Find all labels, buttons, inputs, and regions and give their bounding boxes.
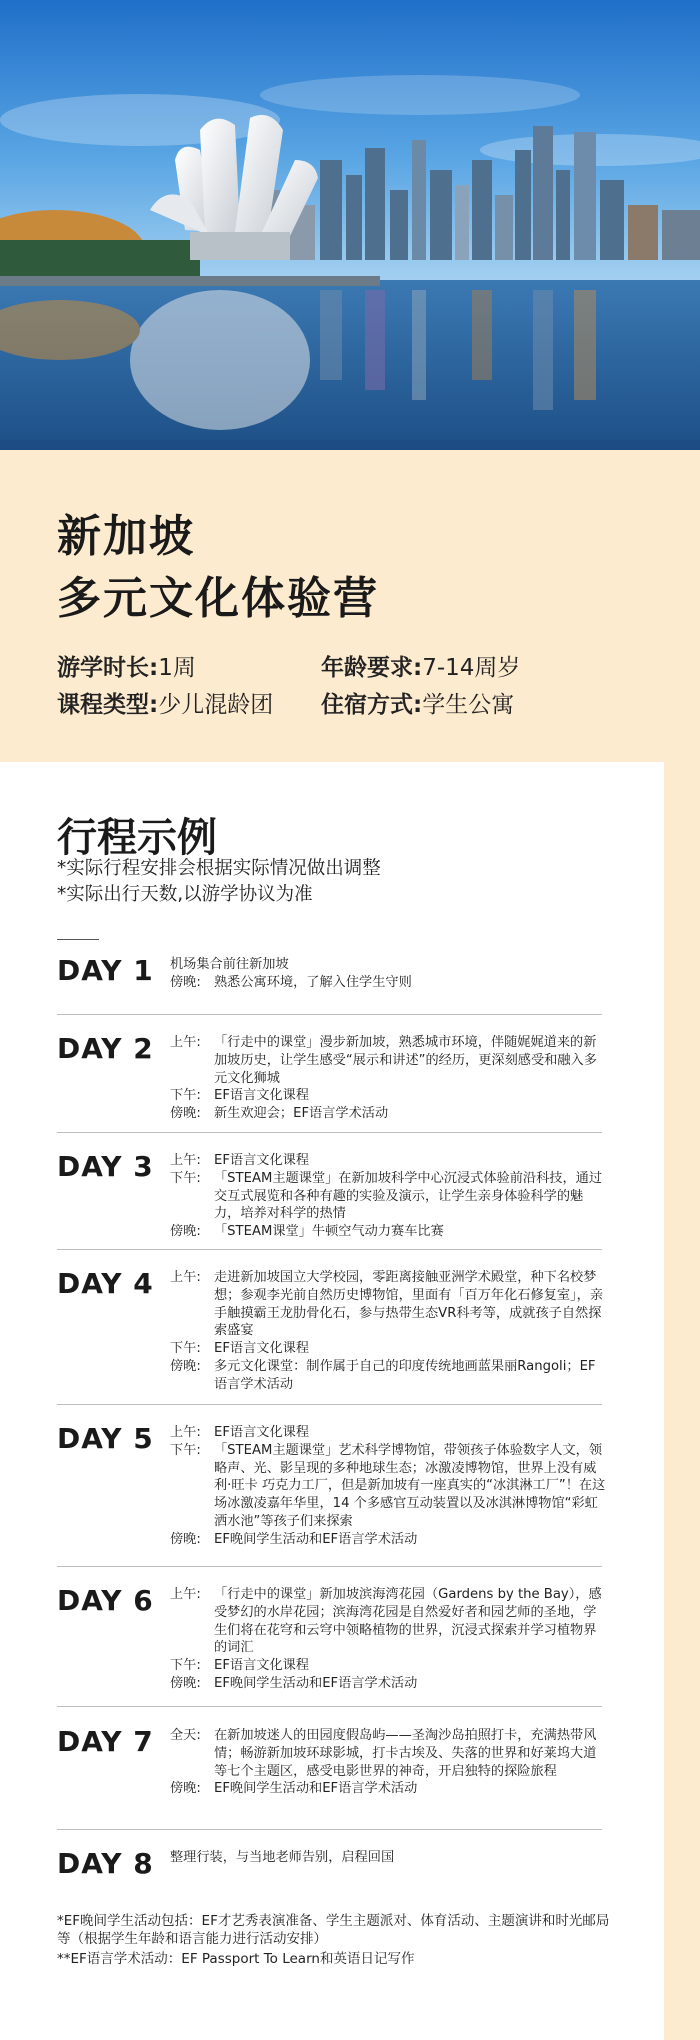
day-divider (57, 1566, 602, 1567)
day-divider (57, 1014, 602, 1015)
day-label: DAY 5 (57, 1422, 154, 1455)
schedule-line (170, 1152, 606, 1170)
activity-text: EF晚间学生活动和EF语言学术活动 (214, 1675, 418, 1691)
day-divider (57, 1132, 602, 1133)
activity-text: 「行走中的课堂」漫步新加坡，熟悉城市环境，伴随娓娓道来的新加坡历史，让学生感受“展示和讲述”的经历，更深刻感受和融入多元文化狮城 (214, 1035, 597, 1086)
activity-text: 在新加坡迷人的田园度假岛屿——圣淘沙岛拍照打卡，充满热带风情；畅游新加坡环球影城，打卡古埃及、失落的世界和好莱坞大道等七个主题区，感受电影世界的神奇，开启独特的探险旅程 (214, 1728, 597, 1779)
schedule-line (170, 1223, 606, 1241)
time-of-day-label: 傍晚: (170, 1781, 201, 1797)
schedule-line (170, 974, 606, 992)
schedule-line (170, 1586, 606, 1657)
schedule-line (170, 1780, 606, 1798)
day-schedule (170, 1152, 606, 1241)
day-label: DAY 3 (57, 1150, 154, 1183)
time-of-day-label: 上午: (170, 1270, 201, 1285)
info-accommodation: 住宿方式:学生公寓 (321, 692, 515, 718)
time-of-day-label: 傍晚: (170, 1358, 201, 1374)
activity-text: EF语言文化课程 (214, 1153, 310, 1168)
time-of-day-label: 上午: (170, 1153, 201, 1168)
day-schedule (170, 1849, 606, 1867)
day-label: DAY 1 (57, 954, 154, 987)
itinerary-card (0, 762, 664, 2040)
program-title (57, 506, 379, 630)
schedule-line (170, 1675, 606, 1693)
day-label: DAY 4 (57, 1267, 154, 1300)
schedule-line (170, 1442, 606, 1531)
day-schedule (170, 1727, 606, 1798)
schedule-line (170, 1034, 606, 1087)
schedule-line (170, 1340, 606, 1358)
itinerary-note-1: *实际行程安排会根据实际情况做出调整 (57, 858, 381, 879)
time-of-day-label: 下午: (170, 1442, 201, 1458)
title-line-2: 多元文化体验营 (57, 573, 379, 624)
activity-text: 「行走中的课堂」新加坡滨海湾花园（Gardens by the Bay），感受梦幻的水岸花园；滨海湾花园是自然爱好者和园艺师的圣地，学生们将在花穹和云穹中领略植物的世界，沉浸式探索并学习植物界的词汇 (214, 1587, 602, 1656)
schedule-line (170, 1727, 606, 1780)
time-of-day-label: 下午: (170, 1170, 201, 1186)
footnote-evening-activities: *EF晚间学生活动包括：EF才艺秀表演准备、学生主题派对、体育活动、主题演讲和时光邮局等（根据学生年龄和语言能力进行活动安排） (57, 1913, 610, 1947)
activity-text: EF晚间学生活动和EF语言学术活动 (214, 1531, 418, 1547)
activity-text: EF语言文化课程 (214, 1341, 310, 1357)
day-schedule (170, 1269, 606, 1394)
time-of-day-label: 傍晚: (170, 1531, 201, 1547)
schedule-line (170, 1358, 606, 1394)
time-of-day-label: 傍晚: (170, 1675, 201, 1691)
activity-text: 机场集合前往新加坡 (170, 957, 289, 972)
program-intro (0, 450, 700, 762)
footnote-academic-activities: **EF语言学术活动：EF Passport To Learn和英语日记写作 (57, 1951, 415, 1967)
time-of-day-label: 傍晚: (170, 1224, 201, 1240)
activity-text: EF语言文化课程 (214, 1088, 310, 1104)
schedule-line (170, 1269, 606, 1340)
day-divider (57, 1706, 602, 1707)
activity-text: 「STEAM课堂」牛顿空气动力赛车比赛 (214, 1224, 444, 1240)
schedule-line (170, 1424, 606, 1442)
time-of-day-label: 傍晚: (170, 974, 201, 990)
itinerary-title: 行程示例 (57, 815, 217, 861)
itinerary-note-2: *实际出行天数,以游学协议为准 (57, 884, 313, 905)
singapore-skyline-image (0, 0, 700, 450)
activity-text: EF晚间学生活动和EF语言学术活动 (214, 1781, 418, 1797)
activity-text: 走进新加坡国立大学校园，零距离接触亚洲学术殿堂，种下名校梦想；参观李光前自然历史博物馆，里面有「百万年化石修复室」，亲手触摸霸王龙肋骨化石，参与热带生态VR科考等，成就孩子自然探索盛宴 (214, 1270, 604, 1339)
day-label: DAY 2 (57, 1032, 154, 1065)
day-schedule (170, 1424, 606, 1549)
time-of-day-label: 傍晚: (170, 1106, 201, 1122)
schedule-line (170, 1105, 606, 1123)
schedule-line (170, 1849, 606, 1867)
day-schedule (170, 956, 606, 992)
day-schedule (170, 1586, 606, 1693)
activity-text: 「STEAM主题课堂」在新加坡科学中心沉浸式体验前沿科技，通过交互式展览和各种有趣的实验及演示，让学生亲身体验科学的魅力，培养对科学的热情 (214, 1170, 603, 1222)
time-of-day-label: 上午: (170, 1587, 201, 1602)
schedule-line (170, 1087, 606, 1105)
time-of-day-label: 下午: (170, 1341, 201, 1357)
schedule-line (170, 1657, 606, 1675)
hero-photo (0, 0, 700, 450)
info-age: 年龄要求:7-14周岁 (321, 655, 521, 681)
day-label: DAY 8 (57, 1847, 154, 1880)
activity-text: 整理行装，与当地老师告别，启程回国 (170, 1850, 395, 1865)
time-of-day-label: 下午: (170, 1088, 201, 1104)
schedule-line (170, 1531, 606, 1549)
day-divider (57, 1404, 602, 1405)
activity-text: 新生欢迎会；EF语言学术活动 (214, 1106, 389, 1122)
time-of-day-label: 下午: (170, 1658, 201, 1674)
activity-text: 熟悉公寓环境，了解入住学生守则 (214, 974, 412, 990)
day-schedule (170, 1034, 606, 1123)
schedule-line (170, 956, 606, 974)
time-of-day-label: 全天: (170, 1728, 201, 1743)
activity-text: 「STEAM主题课堂」艺术科学博物馆，带领孩子体验数字人文，领略声、光、影呈现的多种地球生态；冰激凌博物馆，世界上没有威利·旺卡 巧克力工厂，但是新加坡有一座真实的“冰淇淋工厂”！在这场冰激凌嘉年华里，14 个多感官互动装置以及冰淇淋博物馆“彩虹洒水池”等孩子们来探索 (214, 1442, 606, 1529)
info-duration: 游学时长:1周 (57, 655, 196, 681)
day-label: DAY 6 (57, 1584, 154, 1617)
divider (57, 939, 99, 940)
day-divider (57, 1829, 602, 1830)
schedule-line (170, 1170, 606, 1223)
activity-text: EF语言文化课程 (214, 1425, 310, 1440)
title-line-1: 新加坡 (57, 511, 195, 562)
day-divider (57, 1249, 602, 1250)
activity-text: 多元文化课堂：制作属于自己的印度传统地画蓝果丽Rangoli；EF语言学术活动 (214, 1358, 596, 1392)
day-label: DAY 7 (57, 1725, 154, 1758)
time-of-day-label: 上午: (170, 1425, 201, 1440)
activity-text: EF语言文化课程 (214, 1658, 310, 1674)
info-course-type: 课程类型:少儿混龄团 (57, 692, 274, 718)
time-of-day-label: 上午: (170, 1035, 201, 1050)
